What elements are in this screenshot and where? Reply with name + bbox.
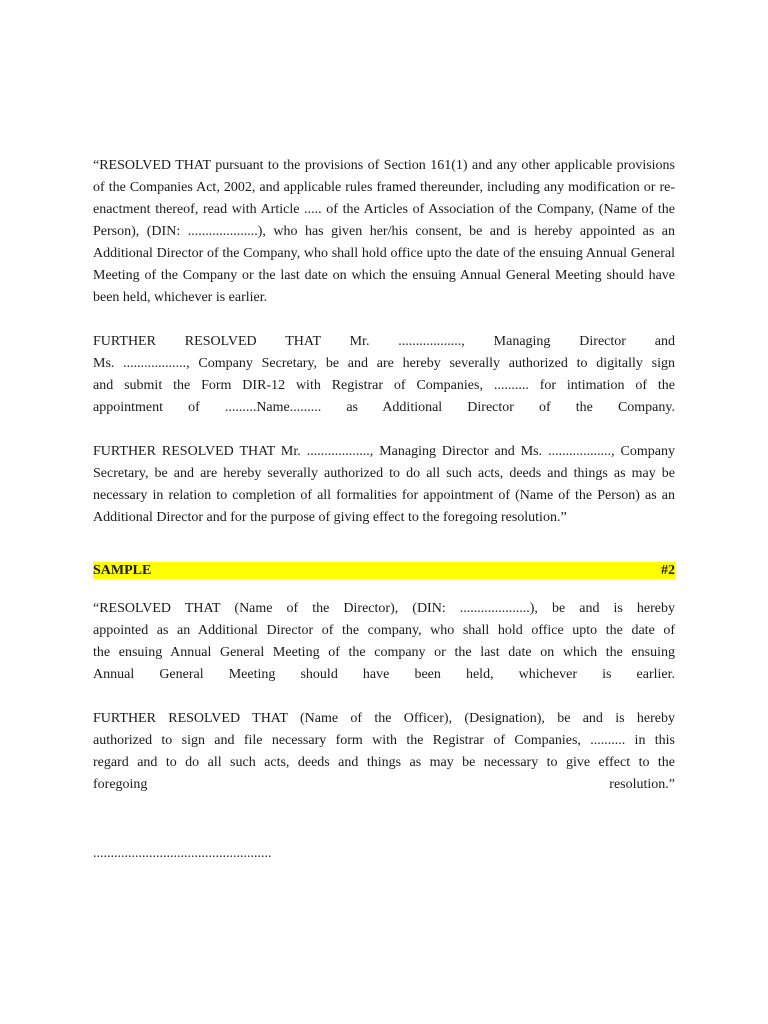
sample-2-heading [93, 562, 675, 579]
text-line: authorized to sign and file necessary form with the Registrar of Companies, .......... in this [93, 733, 675, 748]
text-line: “RESOLVED THAT (Name of the Director), (DIN: ....................), be and is hereby [93, 601, 675, 616]
sample-number: #2 [661, 563, 675, 578]
resolution-paragraph-1: “RESOLVED THAT pursuant to the provisions of Section 161(1) and any other applicable provisions of the Companies Act, 2002, and applicable rules framed thereunder, including any modification or re-enactment thereof, read with Article ..... of the Articles of Association of the Company, (Name of the Person), (DIN: ....................), who has given her/his consent, be and is hereby appointed as an Additional Director of the Company, who shall hold office upto the date of the ensuing Annual General Meeting of the Company or the last date on which the ensuing Annual General Meeting should have been held, whichever is earlier. [93, 158, 675, 305]
text-line: foregoing resolution.” [93, 777, 675, 792]
further-resolved-paragraph-1 [93, 331, 675, 419]
text-line: and submit the Form DIR-12 with Registrar of Companies, .......... for intimation of the [93, 378, 675, 393]
document-body [93, 155, 675, 864]
further-resolved-paragraph-3 [93, 708, 675, 796]
text-line: FURTHER RESOLVED THAT (Name of the Officer), (Designation), be and is hereby [93, 711, 675, 726]
text-line: regard and to do all such acts, deeds and things as may be necessary to give effect to the [93, 755, 675, 770]
resolution-paragraph-2 [93, 598, 675, 686]
text-line: appointed as an Additional Director of the company, who shall hold office upto the date of [93, 623, 675, 638]
text-line: the ensuing Annual General Meeting of the company or the last date on which the ensuing [93, 645, 675, 660]
text-line: appointment of .........Name......... as Additional Director of the Company. [93, 400, 675, 415]
further-resolved-paragraph-2: FURTHER RESOLVED THAT Mr. .................., Managing Director and Ms. .................., Company Secretary, be and are hereby severally authorized to do all such acts, deeds and things as may be necessary in relation to completion of all formalities for appointment of (Name of the Person) as an Additional Director and for the purpose of giving effect to the foregoing resolution.” [93, 444, 675, 525]
signature-line: ................................................... [93, 846, 272, 861]
text-line: FURTHER RESOLVED THAT Mr. .................., Managing Director and [93, 334, 675, 349]
sample-label: SAMPLE [93, 563, 152, 578]
text-line: Annual General Meeting should have been held, whichever is earlier. [93, 667, 675, 682]
text-line: Ms. .................., Company Secretary, be and are hereby severally authorized to digitally sign [93, 356, 675, 371]
